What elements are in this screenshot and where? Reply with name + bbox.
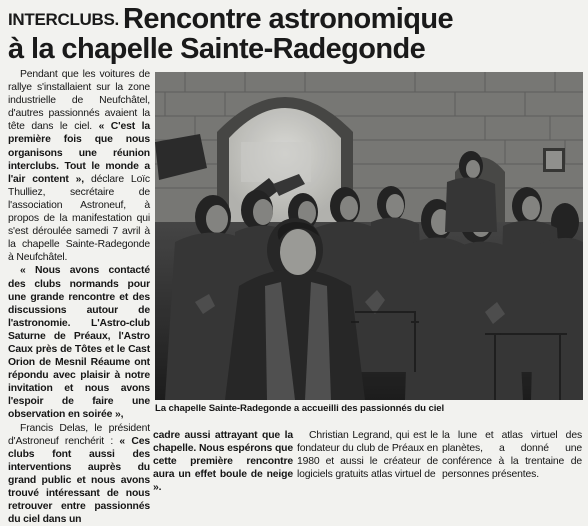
column-4-text: la lune et atlas virtuel des planètes, a donné une conférence à la trentaine de personnes présentes. [442, 430, 582, 481]
paragraph-2-quote: « Nous avons contacté des clubs normands pour une grande rencontre et des discussions autour de l'astronomie. L'Astro-club Saturne de Préaux, l'Astro Caux près de Tôtes et le Cast Orion de Mesnil Réaume ont répondu avec plaisir à notre invitation et nous avons l'espoir de faire une observation en soirée », [8, 265, 150, 421]
paragraph-3-quote: « Ces clubs font aussi des interventions auprès du grand public et nous avons trouvé intéressant de nous retrouver entre passionnés du ciel dans un [8, 435, 150, 526]
paragraph-1-quote: « C'est la première fois que nous organisons une réunion interclubs. Tout le monde a l'air content », [8, 121, 150, 185]
article-photo [155, 72, 583, 400]
column-2-text: cadre aussi attrayant que la chapelle. Nous espérons que cette première rencontre aura un effet boule de neige ». [153, 430, 293, 494]
paragraph-1 [8, 68, 150, 264]
headline-kicker: INTERCLUBS. [8, 10, 119, 29]
column-3-text: Christian Legrand, qui est le fondateur du club de Préaux en 1980 et aussi le créateur de logiciels gratuits atlas virtuel de [297, 430, 438, 481]
paragraph-1-intro: Pendant que les voitures de rallye s'installaient sur la zone industrielle de Neufchâtel, d'autres passionnés avaient la tête dans le ciel. [8, 69, 150, 133]
headline-title-2: à la chapelle Sainte-Radegonde [8, 33, 426, 65]
headline-title-1: Rencontre astronomique [122, 3, 453, 35]
photo-audience-in-chapel [155, 72, 583, 400]
headline-line-1 [8, 4, 584, 35]
article-column-2 [153, 429, 293, 494]
paragraph-3 [8, 422, 150, 526]
headline [8, 4, 584, 65]
article-column-1 [8, 68, 150, 526]
article-column-4 [442, 429, 582, 481]
paragraph-1-rest: déclare Loïc Thulliez, secrétaire de l'association Astroneuf, à propos de la manifestation qui s'est déroulée samedi 7 avril à la chapelle Sainte-Radegonde à Neufchâtel. [8, 173, 150, 264]
paragraph-3-intro: Francis Delas, le président d'Astroneuf renchérit : [8, 422, 150, 447]
photo-caption: La chapelle Sainte-Radegonde a accueilli des passionnés du ciel [155, 403, 445, 414]
article-column-3 [297, 429, 438, 481]
